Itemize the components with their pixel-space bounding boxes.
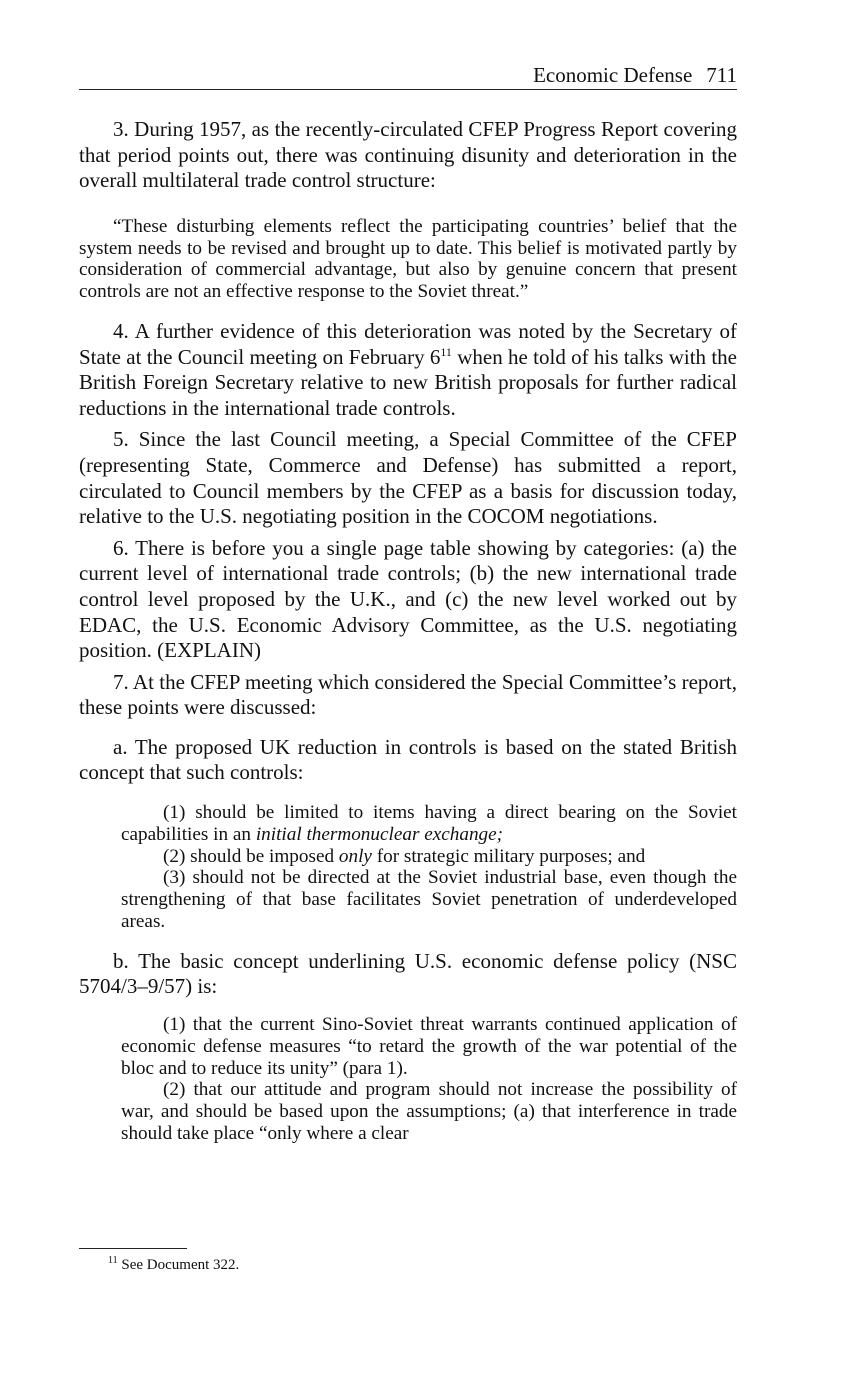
footnote-text: See Document 322.: [117, 1257, 240, 1273]
block-quote: “These disturbing elements reflect the participating countries’ belief that the system needs to be revised and brought up to date. This belief is motivated partly by consideration of commercial advantage, but also by genuine concern that present controls are not an effective response to the Soviet threat.”: [79, 215, 737, 303]
paragraph-4: [79, 319, 737, 421]
footnote-rule: [79, 1248, 187, 1249]
paragraph-5: 5. Since the last Council meeting, a Special Committee of the CFEP (representing State, Commerce and Defense) has submitted a report, circulated to Council members by the CFEP as a basis for discussion today, relative to the U.S. negotiating position in the COCOM negotiations.: [79, 427, 737, 529]
item-a-1: [121, 802, 737, 846]
paragraph-7a: a. The proposed UK reduction in controls is based on the stated British concept that such controls:: [79, 734, 737, 785]
paragraph-3: 3. During 1957, as the recently-circulated CFEP Progress Report covering that period points out, there was continuing disunity and deterioration in the overall multilateral trade control structure:: [79, 117, 737, 193]
paragraph-4-text-a: 4. A further evidence of this deterioration was noted by the Secretary of State at the Council meeting on February 6: [79, 318, 737, 369]
header-rule: [79, 89, 737, 90]
paragraph-6: 6. There is before you a single page table showing by categories: (a) the current level of international trade controls; (b) the new international trade control level proposed by the U.K., and (c) the new level worked out by EDAC, the U.S. Economic Advisory Committee, as the U.S. negotiating position. (EXPLAIN): [79, 535, 737, 663]
item-b-1: (1) that the current Sino-Soviet threat warrants continued application of economic defense measures “to retard the growth of the war potential of the bloc and to reduce its unity” (para 1).: [121, 1014, 737, 1079]
item-a-2-text-a: (2) should be imposed: [163, 845, 339, 867]
item-a-1-italic: initial thermonuclear exchange;: [255, 823, 504, 845]
running-header: [79, 62, 737, 88]
footnote: [108, 1256, 239, 1274]
header-title: Economic Defense: [533, 63, 693, 87]
item-a-2-text-b: for strategic military purposes; and: [371, 845, 646, 867]
item-a-1-text: (1) should be limited to items having a direct bearing on the Soviet capabilities in an: [121, 802, 737, 845]
page-body: [79, 117, 737, 1145]
item-a-2: [121, 846, 737, 868]
paragraph-4-text-b: when he told of his talks with the British Foreign Secretary relative to new British proposals for further radical reductions in the international trade controls.: [79, 344, 737, 420]
item-a-3: (3) should not be directed at the Soviet industrial base, even though the strengthening of that base facilitates Soviet penetration of underdeveloped areas.: [121, 867, 737, 933]
item-a-2-italic: only: [338, 845, 372, 867]
item-b-2: (2) that our attitude and program should not increase the possibility of war, and should be based upon the assumptions; (a) that interference in trade should take place “only where a clear: [121, 1079, 737, 1145]
paragraph-7b: b. The basic concept underlining U.S. economic defense policy (NSC 5704/3–9/57) is:: [79, 948, 737, 999]
footnote-reference: 11: [440, 344, 452, 359]
footnote-mark: 11: [108, 1255, 118, 1266]
page-number: 711: [706, 63, 737, 87]
paragraph-7: 7. At the CFEP meeting which considered the Special Committee’s report, these points were discussed:: [79, 669, 737, 720]
